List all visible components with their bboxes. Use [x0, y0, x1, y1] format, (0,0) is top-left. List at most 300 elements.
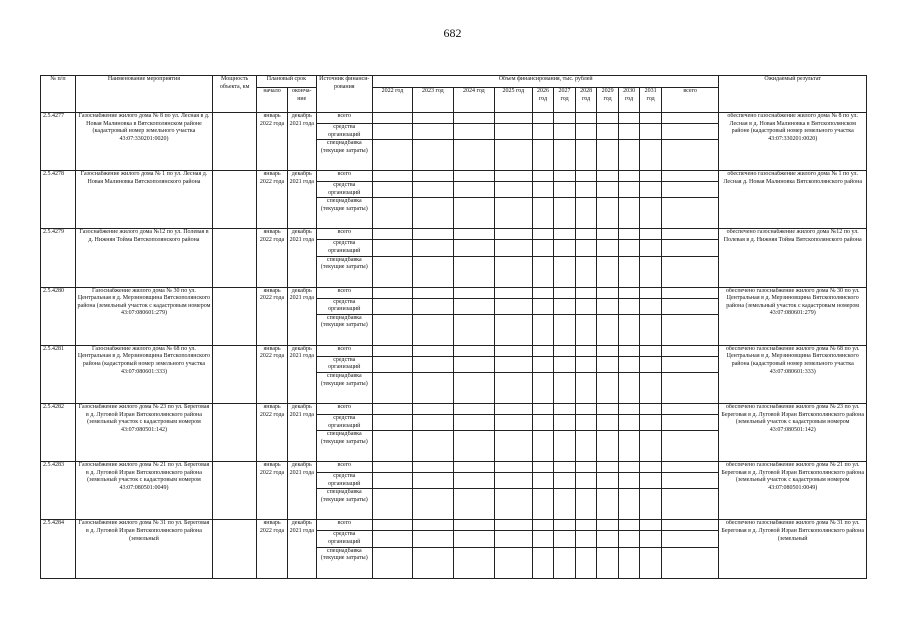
- row-amount-cell: [532, 182, 554, 198]
- row-amount-cell: [575, 240, 597, 256]
- row-amount-cell: [453, 182, 494, 198]
- row-amount-cell: [532, 547, 554, 578]
- row-amount-cell: [661, 345, 719, 356]
- row-amount-cell: [618, 473, 640, 489]
- row-end: декабрь 2021 года: [287, 520, 316, 578]
- row-amount-cell: [453, 547, 494, 578]
- row-amount-cell: [453, 287, 494, 298]
- table-row: [41, 171, 867, 182]
- row-name: Газоснабжение жилого дома № 68 по ул. Центральная в д. Мерзиновщина Вятскополянского района (кадастровый номер земельного участка 43:07:080601:333): [75, 345, 212, 403]
- row-amount-cell: [494, 314, 532, 345]
- row-amount-cell: [412, 462, 453, 473]
- row-amount-cell: [532, 140, 554, 171]
- row-source: всего: [316, 171, 372, 182]
- row-amount-cell: [575, 198, 597, 229]
- row-amount-cell: [372, 298, 412, 314]
- row-amount-cell: [597, 182, 619, 198]
- row-amount-cell: [453, 256, 494, 287]
- row-amount-cell: [494, 113, 532, 124]
- row-amount-cell: [372, 356, 412, 372]
- row-amount-cell: [640, 113, 662, 124]
- row-amount-cell: [494, 462, 532, 473]
- row-amount-cell: [494, 520, 532, 531]
- row-amount-cell: [661, 520, 719, 531]
- header-result: Ожидаемый результат: [719, 76, 867, 113]
- row-amount-cell: [554, 462, 576, 473]
- row-amount-cell: [372, 140, 412, 171]
- row-amount-cell: [575, 287, 597, 298]
- row-amount-cell: [661, 182, 719, 198]
- row-power: [213, 113, 257, 171]
- row-amount-cell: [532, 431, 554, 462]
- row-source: спецнадбавка (текущие затраты): [316, 314, 372, 345]
- table-row: [41, 113, 867, 124]
- row-amount-cell: [372, 124, 412, 140]
- row-amount-cell: [640, 462, 662, 473]
- row-amount-cell: [597, 520, 619, 531]
- row-amount-cell: [554, 171, 576, 182]
- row-end: декабрь 2021 года: [287, 345, 316, 403]
- table-header: [41, 76, 867, 113]
- row-amount-cell: [494, 198, 532, 229]
- row-amount-cell: [412, 372, 453, 403]
- row-amount-cell: [453, 520, 494, 531]
- row-amount-cell: [661, 403, 719, 414]
- row-amount-cell: [575, 140, 597, 171]
- row-amount-cell: [532, 372, 554, 403]
- row-amount-cell: [494, 171, 532, 182]
- row-number: 2.5.4283: [41, 462, 76, 520]
- row-amount-cell: [372, 462, 412, 473]
- row-amount-cell: [575, 229, 597, 240]
- row-amount-cell: [412, 171, 453, 182]
- row-amount-cell: [575, 345, 597, 356]
- row-power: [213, 171, 257, 229]
- row-amount-cell: [618, 356, 640, 372]
- row-amount-cell: [575, 547, 597, 578]
- row-amount-cell: [661, 198, 719, 229]
- row-amount-cell: [640, 298, 662, 314]
- row-amount-cell: [372, 198, 412, 229]
- row-amount-cell: [453, 171, 494, 182]
- row-amount-cell: [412, 547, 453, 578]
- row-amount-cell: [554, 140, 576, 171]
- row-amount-cell: [532, 414, 554, 430]
- row-amount-cell: [453, 314, 494, 345]
- row-amount-cell: [554, 240, 576, 256]
- row-number: 2.5.4277: [41, 113, 76, 171]
- row-amount-cell: [640, 403, 662, 414]
- row-amount-cell: [618, 462, 640, 473]
- row-amount-cell: [618, 140, 640, 171]
- row-amount-cell: [575, 113, 597, 124]
- row-amount-cell: [597, 547, 619, 578]
- row-number: 2.5.4280: [41, 287, 76, 345]
- row-amount-cell: [575, 489, 597, 520]
- row-result: обеспечено газоснабжение жилого дома № 23 по ул. Береговая в д. Луговой Изран Вятскополянского района (земельный участок с кадастровым номером 43:07:080501:142): [719, 403, 867, 461]
- row-start: январь 2022 года: [257, 403, 288, 461]
- row-source: спецнадбавка (текущие затраты): [316, 198, 372, 229]
- row-amount-cell: [532, 171, 554, 182]
- row-amount-cell: [494, 345, 532, 356]
- row-amount-cell: [597, 431, 619, 462]
- row-amount-cell: [494, 473, 532, 489]
- row-amount-cell: [494, 372, 532, 403]
- row-amount-cell: [618, 124, 640, 140]
- row-amount-cell: [597, 124, 619, 140]
- row-amount-cell: [640, 171, 662, 182]
- row-amount-cell: [640, 473, 662, 489]
- row-source: спецнадбавка (текущие затраты): [316, 489, 372, 520]
- financing-table: [40, 75, 867, 579]
- row-power: [213, 403, 257, 461]
- row-amount-cell: [494, 489, 532, 520]
- row-end: декабрь 2021 года: [287, 462, 316, 520]
- row-amount-cell: [372, 372, 412, 403]
- row-amount-cell: [372, 287, 412, 298]
- row-amount-cell: [661, 489, 719, 520]
- row-result: обеспечено газоснабжение жилого дома № 68 по ул. Центральная в д. Мерзиновщина Вятскополянского района (кадастровый номер земельного участка 43:07:080601:333): [719, 345, 867, 403]
- row-amount-cell: [554, 345, 576, 356]
- row-source: спецнадбавка (текущие затраты): [316, 256, 372, 287]
- row-amount-cell: [532, 489, 554, 520]
- header-total: всего: [661, 88, 719, 113]
- row-amount-cell: [554, 414, 576, 430]
- row-source: средства организаций: [316, 356, 372, 372]
- row-amount-cell: [453, 198, 494, 229]
- row-amount-cell: [640, 356, 662, 372]
- table-row: [41, 345, 867, 356]
- row-amount-cell: [412, 198, 453, 229]
- row-amount-cell: [412, 356, 453, 372]
- row-amount-cell: [597, 298, 619, 314]
- row-name: Газоснабжение жилого дома № 1 по ул. Лесная д. Новая Малиновка Вятскополянского района: [75, 171, 212, 229]
- row-amount-cell: [532, 462, 554, 473]
- row-source: средства организаций: [316, 124, 372, 140]
- row-source: средства организаций: [316, 182, 372, 198]
- row-start: январь 2022 года: [257, 345, 288, 403]
- row-amount-cell: [453, 372, 494, 403]
- row-source: средства организаций: [316, 473, 372, 489]
- row-amount-cell: [532, 298, 554, 314]
- header-year: 2026 год: [532, 88, 554, 113]
- row-amount-cell: [554, 256, 576, 287]
- row-amount-cell: [494, 240, 532, 256]
- row-amount-cell: [575, 298, 597, 314]
- row-amount-cell: [494, 547, 532, 578]
- row-amount-cell: [597, 531, 619, 547]
- row-amount-cell: [372, 113, 412, 124]
- row-amount-cell: [640, 431, 662, 462]
- header-num: № п/п: [41, 76, 76, 113]
- row-source: всего: [316, 520, 372, 531]
- row-result: обеспечено газоснабжение жилого дома №12 по ул. Полевая в д. Нижняя Тойма Вятскополянского района: [719, 229, 867, 287]
- row-source: спецнадбавка (текущие затраты): [316, 431, 372, 462]
- header-volume: Объем финансирования, тыс. рублей: [372, 76, 718, 88]
- row-power: [213, 520, 257, 578]
- header-power: Мощность объекта, км: [213, 76, 257, 113]
- row-amount-cell: [618, 240, 640, 256]
- row-amount-cell: [661, 356, 719, 372]
- row-end: декабрь 2021 года: [287, 171, 316, 229]
- row-amount-cell: [494, 140, 532, 171]
- row-amount-cell: [661, 229, 719, 240]
- header-start: начало: [257, 88, 288, 113]
- row-amount-cell: [494, 414, 532, 430]
- row-amount-cell: [532, 345, 554, 356]
- row-amount-cell: [494, 124, 532, 140]
- row-source: всего: [316, 403, 372, 414]
- row-amount-cell: [453, 140, 494, 171]
- row-start: январь 2022 года: [257, 229, 288, 287]
- row-amount-cell: [618, 547, 640, 578]
- row-source: всего: [316, 462, 372, 473]
- header-year: 2030 год: [618, 88, 640, 113]
- row-amount-cell: [494, 298, 532, 314]
- row-amount-cell: [453, 531, 494, 547]
- table-row: [41, 403, 867, 414]
- row-amount-cell: [554, 372, 576, 403]
- row-amount-cell: [618, 113, 640, 124]
- header-year: 2023 год: [412, 88, 453, 113]
- row-amount-cell: [618, 531, 640, 547]
- row-amount-cell: [554, 489, 576, 520]
- row-start: январь 2022 года: [257, 113, 288, 171]
- row-amount-cell: [412, 489, 453, 520]
- row-amount-cell: [494, 229, 532, 240]
- row-end: декабрь 2021 года: [287, 113, 316, 171]
- row-amount-cell: [554, 403, 576, 414]
- row-amount-cell: [618, 298, 640, 314]
- row-amount-cell: [372, 547, 412, 578]
- header-year: 2031 год: [640, 88, 662, 113]
- row-name: Газоснабжение жилого дома № 30 по ул. Центральная в д. Мерзиновщина Вятскополянского района (земельный участок с кадастровым номером 43:07:080601:279): [75, 287, 212, 345]
- row-amount-cell: [372, 489, 412, 520]
- row-amount-cell: [554, 113, 576, 124]
- row-amount-cell: [597, 198, 619, 229]
- table-row: [41, 462, 867, 473]
- row-amount-cell: [618, 229, 640, 240]
- row-amount-cell: [453, 462, 494, 473]
- row-amount-cell: [372, 345, 412, 356]
- row-amount-cell: [554, 520, 576, 531]
- row-start: январь 2022 года: [257, 462, 288, 520]
- row-amount-cell: [412, 229, 453, 240]
- row-name: Газоснабжение жилого дома №12 по ул. Полевая в д. Нижняя Тойма Вятскополянского района: [75, 229, 212, 287]
- row-amount-cell: [554, 473, 576, 489]
- row-number: 2.5.4284: [41, 520, 76, 578]
- row-amount-cell: [372, 171, 412, 182]
- row-amount-cell: [494, 287, 532, 298]
- row-amount-cell: [618, 256, 640, 287]
- row-amount-cell: [575, 171, 597, 182]
- row-name: Газоснабжение жилого дома № 23 по ул. Береговая в д. Луговой Изран Вятскополянского района (земельный участок с кадастровым номером 43:07:080501:142): [75, 403, 212, 461]
- row-amount-cell: [412, 473, 453, 489]
- row-amount-cell: [453, 431, 494, 462]
- row-result: обеспечено газоснабжение жилого дома № 8 по ул. Лесная в д. Новая Малиновка в Вятскополянском районе (кадастровый номер земельного участка 43:07:330201:0020): [719, 113, 867, 171]
- row-amount-cell: [575, 314, 597, 345]
- row-amount-cell: [412, 256, 453, 287]
- row-amount-cell: [640, 240, 662, 256]
- row-amount-cell: [575, 372, 597, 403]
- row-amount-cell: [532, 198, 554, 229]
- table-row: [41, 520, 867, 531]
- row-amount-cell: [554, 229, 576, 240]
- row-name: Газоснабжение жилого дома № 21 по ул. Береговая в д. Луговой Изран Вятскополянского района (земельный участок с кадастровым номером 43:07:080501:0049): [75, 462, 212, 520]
- row-amount-cell: [661, 240, 719, 256]
- row-amount-cell: [532, 287, 554, 298]
- row-source: спецнадбавка (текущие затраты): [316, 547, 372, 578]
- row-amount-cell: [412, 431, 453, 462]
- row-start: январь 2022 года: [257, 287, 288, 345]
- row-amount-cell: [412, 531, 453, 547]
- row-amount-cell: [575, 414, 597, 430]
- row-amount-cell: [597, 229, 619, 240]
- row-amount-cell: [661, 298, 719, 314]
- row-amount-cell: [597, 287, 619, 298]
- row-amount-cell: [412, 124, 453, 140]
- header-year: 2022 год: [372, 88, 412, 113]
- row-power: [213, 462, 257, 520]
- row-amount-cell: [532, 229, 554, 240]
- row-amount-cell: [575, 520, 597, 531]
- row-amount-cell: [575, 356, 597, 372]
- row-amount-cell: [661, 124, 719, 140]
- row-amount-cell: [532, 531, 554, 547]
- row-result: обеспечено газоснабжение жилого дома № 30 по ул. Центральная в д. Мерзиновщина Вятскополянского района (земельный участок с кадастровым номером 43:07:080601:279): [719, 287, 867, 345]
- row-amount-cell: [453, 240, 494, 256]
- row-amount-cell: [412, 403, 453, 414]
- row-amount-cell: [494, 356, 532, 372]
- row-power: [213, 287, 257, 345]
- row-source: средства организаций: [316, 298, 372, 314]
- row-amount-cell: [575, 531, 597, 547]
- row-amount-cell: [640, 547, 662, 578]
- row-amount-cell: [532, 314, 554, 345]
- row-amount-cell: [372, 414, 412, 430]
- row-amount-cell: [640, 531, 662, 547]
- row-end: декабрь 2021 года: [287, 403, 316, 461]
- row-number: 2.5.4282: [41, 403, 76, 461]
- row-amount-cell: [453, 489, 494, 520]
- row-amount-cell: [412, 182, 453, 198]
- row-amount-cell: [532, 520, 554, 531]
- header-name: Наименование мероприятия: [75, 76, 212, 113]
- row-amount-cell: [554, 124, 576, 140]
- row-amount-cell: [532, 240, 554, 256]
- row-amount-cell: [597, 171, 619, 182]
- row-amount-cell: [575, 182, 597, 198]
- table-row: [41, 287, 867, 298]
- row-amount-cell: [618, 171, 640, 182]
- row-amount-cell: [453, 356, 494, 372]
- row-amount-cell: [661, 531, 719, 547]
- row-amount-cell: [661, 113, 719, 124]
- row-amount-cell: [597, 489, 619, 520]
- row-amount-cell: [640, 314, 662, 345]
- row-amount-cell: [640, 256, 662, 287]
- row-end: декабрь 2021 года: [287, 229, 316, 287]
- row-amount-cell: [575, 124, 597, 140]
- row-amount-cell: [618, 314, 640, 345]
- row-amount-cell: [640, 414, 662, 430]
- row-amount-cell: [372, 520, 412, 531]
- row-amount-cell: [661, 140, 719, 171]
- row-amount-cell: [597, 403, 619, 414]
- row-amount-cell: [597, 113, 619, 124]
- row-name: Газоснабжение жилого дома № 8 по ул. Лесная в д. Новая Малиновка в Вятскополянском районе (кадастровый номер земельного участка 43:07:330201:0020): [75, 113, 212, 171]
- row-amount-cell: [618, 287, 640, 298]
- row-amount-cell: [554, 356, 576, 372]
- row-amount-cell: [640, 140, 662, 171]
- row-amount-cell: [453, 124, 494, 140]
- row-amount-cell: [661, 547, 719, 578]
- row-amount-cell: [597, 473, 619, 489]
- row-amount-cell: [412, 314, 453, 345]
- row-source: средства организаций: [316, 240, 372, 256]
- row-amount-cell: [618, 431, 640, 462]
- row-amount-cell: [554, 182, 576, 198]
- row-amount-cell: [554, 198, 576, 229]
- page-number: 682: [443, 26, 462, 40]
- row-amount-cell: [453, 113, 494, 124]
- row-amount-cell: [597, 256, 619, 287]
- row-amount-cell: [661, 314, 719, 345]
- row-amount-cell: [618, 489, 640, 520]
- row-amount-cell: [372, 403, 412, 414]
- row-start: январь 2022 года: [257, 171, 288, 229]
- row-source: всего: [316, 113, 372, 124]
- row-amount-cell: [372, 256, 412, 287]
- row-amount-cell: [412, 298, 453, 314]
- row-number: 2.5.4281: [41, 345, 76, 403]
- row-source: всего: [316, 287, 372, 298]
- row-amount-cell: [661, 171, 719, 182]
- row-source: средства организаций: [316, 414, 372, 430]
- row-amount-cell: [640, 345, 662, 356]
- header-year: 2027 год: [554, 88, 576, 113]
- row-amount-cell: [372, 182, 412, 198]
- row-source: средства организаций: [316, 531, 372, 547]
- row-amount-cell: [494, 256, 532, 287]
- row-amount-cell: [640, 124, 662, 140]
- row-amount-cell: [618, 345, 640, 356]
- row-amount-cell: [453, 298, 494, 314]
- row-amount-cell: [618, 520, 640, 531]
- row-amount-cell: [554, 547, 576, 578]
- row-amount-cell: [661, 431, 719, 462]
- row-amount-cell: [597, 140, 619, 171]
- row-power: [213, 229, 257, 287]
- row-start: январь 2022 года: [257, 520, 288, 578]
- row-result: обеспечено газоснабжение жилого дома № 1 по ул. Лесная д. Новая Малиновка Вятскополянского района: [719, 171, 867, 229]
- row-name: Газоснабжение жилого дома № 31 по ул. Береговая в д. Луговой Изран Вятскополянского района (земельный: [75, 520, 212, 578]
- row-amount-cell: [453, 403, 494, 414]
- row-result: обеспечено газоснабжение жилого дома № 21 по ул. Береговая в д. Луговой Изран Вятскополянского района (земельный участок с кадастровым номером 43:07:080501:0049): [719, 462, 867, 520]
- row-amount-cell: [597, 372, 619, 403]
- row-amount-cell: [494, 531, 532, 547]
- row-power: [213, 345, 257, 403]
- row-amount-cell: [661, 287, 719, 298]
- row-amount-cell: [554, 431, 576, 462]
- row-amount-cell: [575, 431, 597, 462]
- row-amount-cell: [372, 431, 412, 462]
- row-amount-cell: [597, 356, 619, 372]
- row-amount-cell: [532, 113, 554, 124]
- row-amount-cell: [453, 229, 494, 240]
- row-amount-cell: [532, 124, 554, 140]
- header-year: 2025 год: [494, 88, 532, 113]
